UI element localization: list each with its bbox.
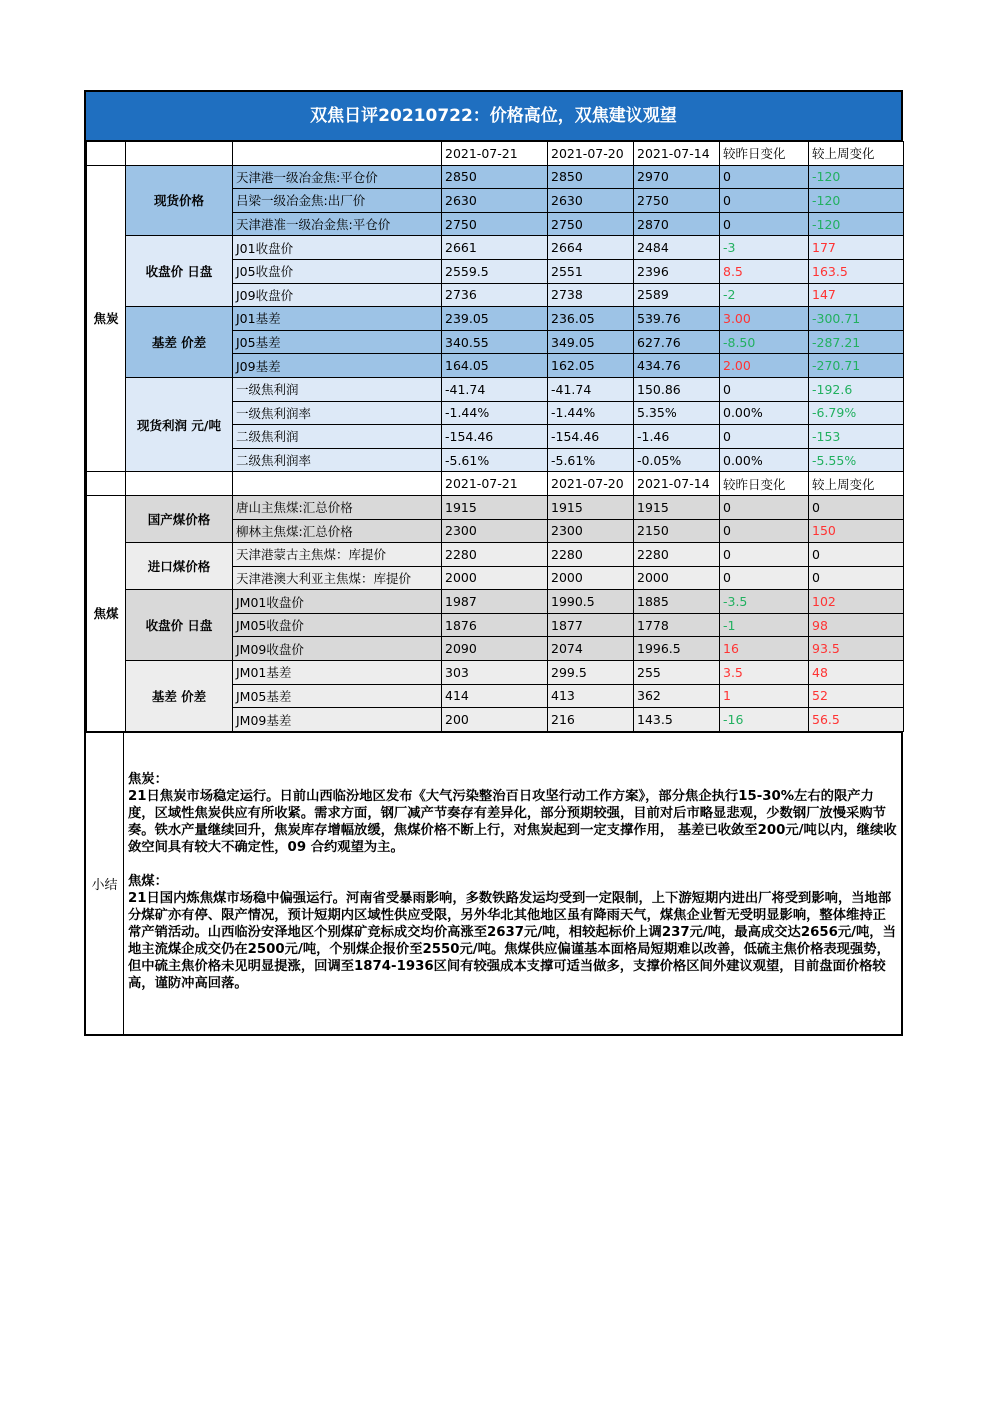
change-vs-last-week: 102 bbox=[809, 590, 904, 614]
value-2021-07-14: 2589 bbox=[634, 283, 720, 307]
change-vs-yesterday: -3 bbox=[720, 236, 809, 260]
change-vs-last-week: -192.6 bbox=[809, 377, 904, 401]
report-title: 双焦日评20210722：价格高位，双焦建议观望 bbox=[86, 92, 901, 141]
section-label: 焦炭 bbox=[87, 165, 126, 472]
value-2021-07-20: 2300 bbox=[548, 519, 634, 543]
header-cell: 2021-07-21 bbox=[442, 472, 548, 496]
value-2021-07-21: 1915 bbox=[442, 495, 548, 519]
value-2021-07-20: 413 bbox=[548, 684, 634, 708]
change-vs-yesterday: -1 bbox=[720, 613, 809, 637]
change-vs-last-week: 0 bbox=[809, 495, 904, 519]
data-table bbox=[86, 141, 904, 732]
value-2021-07-20: 1877 bbox=[548, 613, 634, 637]
value-2021-07-14: 2000 bbox=[634, 566, 720, 590]
group-label: 国产煤价格 bbox=[126, 495, 233, 542]
value-2021-07-20: 2074 bbox=[548, 637, 634, 661]
header-row bbox=[87, 142, 904, 166]
change-vs-last-week: -153 bbox=[809, 425, 904, 449]
change-vs-last-week: -287.21 bbox=[809, 330, 904, 354]
change-vs-last-week: 0 bbox=[809, 566, 904, 590]
value-2021-07-21: 239.05 bbox=[442, 307, 548, 331]
change-vs-yesterday: 3.5 bbox=[720, 661, 809, 685]
change-vs-yesterday: 3.00 bbox=[720, 307, 809, 331]
value-2021-07-20: 299.5 bbox=[548, 661, 634, 685]
group-label: 现货利润 元/吨 bbox=[126, 377, 233, 471]
value-2021-07-21: 414 bbox=[442, 684, 548, 708]
group-label: 进口煤价格 bbox=[126, 543, 233, 590]
indicator-name: JM01收盘价 bbox=[233, 590, 442, 614]
value-2021-07-21: 2280 bbox=[442, 543, 548, 567]
indicator-name: 一级焦利润率 bbox=[233, 401, 442, 425]
value-2021-07-14: 2396 bbox=[634, 259, 720, 283]
value-2021-07-20: 2000 bbox=[548, 566, 634, 590]
summary-label: 小结 bbox=[86, 733, 124, 1034]
coal-summary-text: 21日国内炼焦煤市场稳中偏强运行。河南省受暴雨影响，多数铁路发运均受到一定限制，上下游短期内进出厂将受到影响，当地部分煤矿亦有停、限产情况，预计短期内区域性供应受限，另外华北其他地区虽有降雨天气，煤焦企业暂无受明显影响，整体维持正常产销活动。山西临汾安泽地区个别煤矿竞标成交均价高涨至2637元/吨，相较起标价上调237元/吨，最高成交达2656元/吨，当地主流煤企成交仍在2500元/吨，个别煤企报价至2550元/吨。焦煤供应偏谨基本面格局短期难以改善，低硫主焦价格表现强势，但中硫主焦价格未见明显提涨，回调至1874-1936区间有较强成本支撑可适当做多，支撑价格区间外建议观望，目前盘面价格较高，谨防冲高回落。 bbox=[128, 890, 896, 991]
change-vs-last-week: -300.71 bbox=[809, 307, 904, 331]
header-row bbox=[87, 472, 904, 496]
coke-summary-text: 21日焦炭市场稳定运行。日前山西临汾地区发布《大气污染整治百日攻坚行动工作方案》，部分焦企执行15-30%左右的限产力度，区域性焦炭供应有所收紧。需求方面，钢厂减产节奏存有差异化，部分预期较强，目前对后市略显悲观，少数钢厂放慢采购节奏。铁水产量继续回升，焦炭库存增幅放缓，焦煤价格不断上行，对焦炭起到一定支撑作用， 基差已收敛至200元/吨以内，继续收敛空间具有较大不确定性，09 合约观望为主。 bbox=[128, 788, 897, 855]
change-vs-last-week: 98 bbox=[809, 613, 904, 637]
indicator-name: 天津港蒙古主焦煤：库提价 bbox=[233, 543, 442, 567]
value-2021-07-21: 2090 bbox=[442, 637, 548, 661]
indicator-name: J05基差 bbox=[233, 330, 442, 354]
change-vs-yesterday: 16 bbox=[720, 637, 809, 661]
table-row bbox=[87, 165, 904, 189]
change-vs-last-week: 147 bbox=[809, 283, 904, 307]
table-row bbox=[87, 377, 904, 401]
change-vs-last-week: 177 bbox=[809, 236, 904, 260]
value-2021-07-20: 1990.5 bbox=[548, 590, 634, 614]
value-2021-07-20: 2664 bbox=[548, 236, 634, 260]
value-2021-07-14: 2280 bbox=[634, 543, 720, 567]
indicator-name: 一级焦利润 bbox=[233, 377, 442, 401]
change-vs-last-week: 52 bbox=[809, 684, 904, 708]
value-2021-07-21: -41.74 bbox=[442, 377, 548, 401]
header-cell: 2021-07-20 bbox=[548, 472, 634, 496]
value-2021-07-14: 1778 bbox=[634, 613, 720, 637]
header-cell: 较上周变化 bbox=[809, 472, 904, 496]
table-row bbox=[87, 236, 904, 260]
value-2021-07-21: 2750 bbox=[442, 212, 548, 236]
group-label: 基差 价差 bbox=[126, 661, 233, 732]
change-vs-last-week: 56.5 bbox=[809, 708, 904, 732]
change-vs-last-week: 150 bbox=[809, 519, 904, 543]
indicator-name: 天津港一级冶金焦:平仓价 bbox=[233, 165, 442, 189]
value-2021-07-20: -1.44% bbox=[548, 401, 634, 425]
table-row bbox=[87, 495, 904, 519]
value-2021-07-14: 2750 bbox=[634, 189, 720, 213]
value-2021-07-21: 2850 bbox=[442, 165, 548, 189]
change-vs-yesterday: 0 bbox=[720, 519, 809, 543]
value-2021-07-21: 340.55 bbox=[442, 330, 548, 354]
value-2021-07-21: 303 bbox=[442, 661, 548, 685]
value-2021-07-20: 236.05 bbox=[548, 307, 634, 331]
table-row bbox=[87, 307, 904, 331]
change-vs-yesterday: -3.5 bbox=[720, 590, 809, 614]
change-vs-last-week: -270.71 bbox=[809, 354, 904, 378]
value-2021-07-21: 2661 bbox=[442, 236, 548, 260]
value-2021-07-20: 1915 bbox=[548, 495, 634, 519]
change-vs-yesterday: 0 bbox=[720, 189, 809, 213]
indicator-name: J01基差 bbox=[233, 307, 442, 331]
value-2021-07-14: 2150 bbox=[634, 519, 720, 543]
header-cell bbox=[126, 142, 233, 166]
coke-summary-heading: 焦炭： bbox=[128, 771, 168, 787]
header-cell: 较昨日变化 bbox=[720, 142, 809, 166]
summary-section bbox=[86, 732, 901, 1034]
indicator-name: J01收盘价 bbox=[233, 236, 442, 260]
value-2021-07-14: 2484 bbox=[634, 236, 720, 260]
header-cell bbox=[233, 142, 442, 166]
table-row bbox=[87, 543, 904, 567]
change-vs-yesterday: 0 bbox=[720, 543, 809, 567]
indicator-name: 唐山主焦煤:汇总价格 bbox=[233, 495, 442, 519]
indicator-name: 二级焦利润 bbox=[233, 425, 442, 449]
report-sheet bbox=[84, 90, 903, 1036]
value-2021-07-14: -0.05% bbox=[634, 448, 720, 472]
value-2021-07-20: 2280 bbox=[548, 543, 634, 567]
value-2021-07-20: 2750 bbox=[548, 212, 634, 236]
value-2021-07-20: -5.61% bbox=[548, 448, 634, 472]
table-row bbox=[87, 661, 904, 685]
indicator-name: 柳林主焦煤:汇总价格 bbox=[233, 519, 442, 543]
value-2021-07-14: 539.76 bbox=[634, 307, 720, 331]
change-vs-last-week: 93.5 bbox=[809, 637, 904, 661]
header-cell: 较上周变化 bbox=[809, 142, 904, 166]
value-2021-07-21: 164.05 bbox=[442, 354, 548, 378]
value-2021-07-20: 2551 bbox=[548, 259, 634, 283]
header-cell: 2021-07-20 bbox=[548, 142, 634, 166]
value-2021-07-14: 1996.5 bbox=[634, 637, 720, 661]
group-label: 收盘价 日盘 bbox=[126, 236, 233, 307]
value-2021-07-14: 150.86 bbox=[634, 377, 720, 401]
indicator-name: JM09基差 bbox=[233, 708, 442, 732]
value-2021-07-14: 2970 bbox=[634, 165, 720, 189]
change-vs-yesterday: 2.00 bbox=[720, 354, 809, 378]
change-vs-yesterday: 0.00% bbox=[720, 401, 809, 425]
change-vs-last-week: -120 bbox=[809, 212, 904, 236]
change-vs-yesterday: 1 bbox=[720, 684, 809, 708]
value-2021-07-21: 1987 bbox=[442, 590, 548, 614]
value-2021-07-21: 200 bbox=[442, 708, 548, 732]
change-vs-yesterday: -8.50 bbox=[720, 330, 809, 354]
value-2021-07-21: -5.61% bbox=[442, 448, 548, 472]
group-label: 基差 价差 bbox=[126, 307, 233, 378]
indicator-name: 天津港澳大利亚主焦煤：库提价 bbox=[233, 566, 442, 590]
header-cell bbox=[87, 472, 126, 496]
value-2021-07-14: 5.35% bbox=[634, 401, 720, 425]
change-vs-last-week: -6.79% bbox=[809, 401, 904, 425]
value-2021-07-20: 349.05 bbox=[548, 330, 634, 354]
change-vs-yesterday: 0 bbox=[720, 212, 809, 236]
change-vs-yesterday: 0 bbox=[720, 566, 809, 590]
indicator-name: J05收盘价 bbox=[233, 259, 442, 283]
value-2021-07-20: 2850 bbox=[548, 165, 634, 189]
indicator-name: JM05基差 bbox=[233, 684, 442, 708]
value-2021-07-20: -41.74 bbox=[548, 377, 634, 401]
value-2021-07-20: 162.05 bbox=[548, 354, 634, 378]
section-label: 焦煤 bbox=[87, 495, 126, 731]
value-2021-07-14: 1915 bbox=[634, 495, 720, 519]
value-2021-07-14: -1.46 bbox=[634, 425, 720, 449]
header-cell bbox=[126, 472, 233, 496]
value-2021-07-21: -154.46 bbox=[442, 425, 548, 449]
value-2021-07-14: 627.76 bbox=[634, 330, 720, 354]
indicator-name: 二级焦利润率 bbox=[233, 448, 442, 472]
change-vs-last-week: -120 bbox=[809, 189, 904, 213]
value-2021-07-14: 2870 bbox=[634, 212, 720, 236]
value-2021-07-21: 2300 bbox=[442, 519, 548, 543]
change-vs-last-week: -120 bbox=[809, 165, 904, 189]
change-vs-yesterday: 0 bbox=[720, 165, 809, 189]
value-2021-07-21: 1876 bbox=[442, 613, 548, 637]
value-2021-07-21: 2630 bbox=[442, 189, 548, 213]
change-vs-yesterday: 0.00% bbox=[720, 448, 809, 472]
header-cell: 2021-07-21 bbox=[442, 142, 548, 166]
change-vs-yesterday: 0 bbox=[720, 495, 809, 519]
header-cell bbox=[233, 472, 442, 496]
value-2021-07-21: 2736 bbox=[442, 283, 548, 307]
value-2021-07-14: 143.5 bbox=[634, 708, 720, 732]
change-vs-yesterday: -2 bbox=[720, 283, 809, 307]
change-vs-yesterday: 8.5 bbox=[720, 259, 809, 283]
value-2021-07-14: 1885 bbox=[634, 590, 720, 614]
value-2021-07-20: 2630 bbox=[548, 189, 634, 213]
header-cell: 较昨日变化 bbox=[720, 472, 809, 496]
value-2021-07-21: -1.44% bbox=[442, 401, 548, 425]
header-cell: 2021-07-14 bbox=[634, 142, 720, 166]
indicator-name: J09收盘价 bbox=[233, 283, 442, 307]
table-row bbox=[87, 590, 904, 614]
value-2021-07-21: 2000 bbox=[442, 566, 548, 590]
group-label: 现货价格 bbox=[126, 165, 233, 236]
indicator-name: J09基差 bbox=[233, 354, 442, 378]
change-vs-last-week: 163.5 bbox=[809, 259, 904, 283]
change-vs-last-week: -5.55% bbox=[809, 448, 904, 472]
change-vs-yesterday: 0 bbox=[720, 425, 809, 449]
header-cell: 2021-07-14 bbox=[634, 472, 720, 496]
summary-body bbox=[124, 733, 901, 1034]
group-label: 收盘价 日盘 bbox=[126, 590, 233, 661]
value-2021-07-20: 216 bbox=[548, 708, 634, 732]
change-vs-yesterday: -16 bbox=[720, 708, 809, 732]
indicator-name: JM05收盘价 bbox=[233, 613, 442, 637]
coal-summary-heading: 焦煤： bbox=[128, 873, 168, 889]
indicator-name: 吕梁一级冶金焦:出厂价 bbox=[233, 189, 442, 213]
change-vs-last-week: 48 bbox=[809, 661, 904, 685]
value-2021-07-14: 255 bbox=[634, 661, 720, 685]
value-2021-07-14: 362 bbox=[634, 684, 720, 708]
value-2021-07-14: 434.76 bbox=[634, 354, 720, 378]
value-2021-07-20: 2738 bbox=[548, 283, 634, 307]
header-cell bbox=[87, 142, 126, 166]
change-vs-last-week: 0 bbox=[809, 543, 904, 567]
change-vs-yesterday: 0 bbox=[720, 377, 809, 401]
indicator-name: JM01基差 bbox=[233, 661, 442, 685]
indicator-name: 天津港准一级冶金焦:平仓价 bbox=[233, 212, 442, 236]
indicator-name: JM09收盘价 bbox=[233, 637, 442, 661]
value-2021-07-20: -154.46 bbox=[548, 425, 634, 449]
value-2021-07-21: 2559.5 bbox=[442, 259, 548, 283]
